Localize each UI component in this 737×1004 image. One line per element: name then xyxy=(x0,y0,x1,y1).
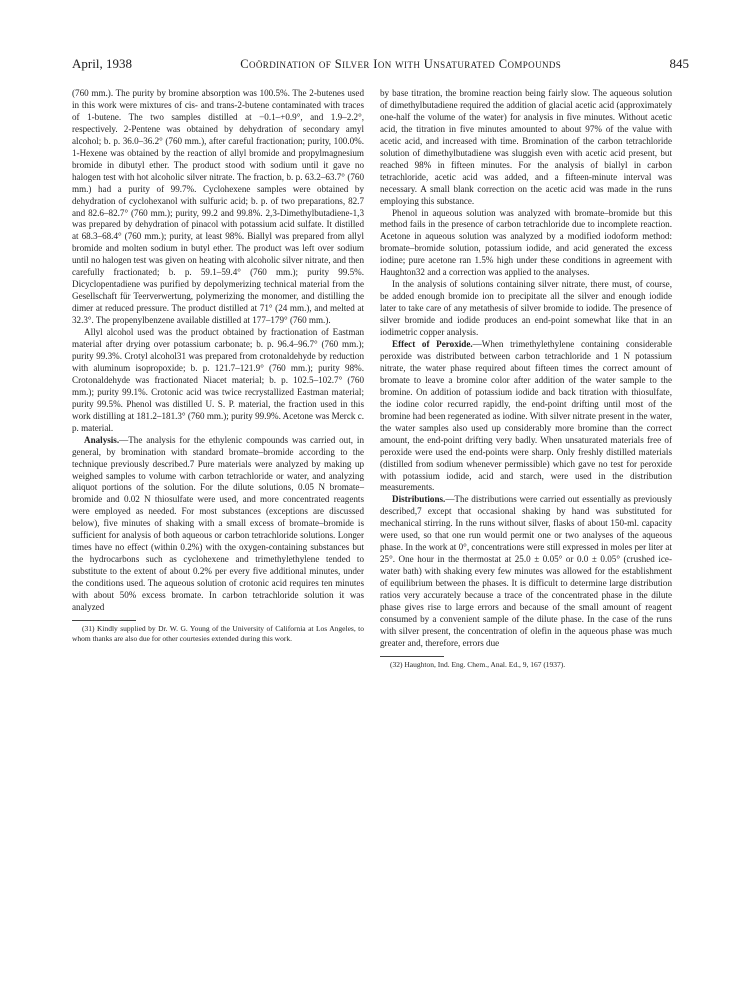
paragraph-peroxide xyxy=(380,339,672,494)
section-heading-distributions: Distributions. xyxy=(392,494,446,505)
paragraph-phenol-acetone: Phenol in aqueous solution was analyzed with bromate–bromide but this method fails in the presence of carbon tetrachloride due to incomplete reaction. Acetone in aqueous solution was analyzed by a modified iodoform method: bromate–bromide solution, potassium iodide, and acid generated the excess iodine; pure acetone ran 1.5% high under these conditions in agreement with Haughton32 and a correction was applied to the analyses. xyxy=(380,207,672,278)
paragraph-analysis-continued: by base titration, the bromine reaction being fairly slow. The aqueous solution of dimethylbutadiene required the addition of glacial acetic acid (approximately one-half the volume of the water) for analysis in five minutes. Without acetic acid, the titration in five minutes amounted to about 97% of the value with acetic acid, and increased with time. Bromination of the carbon tetrachloride solution of dimethylbutadiene was sluggish even with acetic acid present, but reached 98% in fifteen minutes. For the analysis of biallyl in carbon tetrachloride, acetic acid was added, and a fifteen-minute interval was necessary. A small blank correction on the acetic acid was made in the runs employing this substance. xyxy=(380,88,672,206)
running-head xyxy=(72,56,689,78)
left-column xyxy=(72,88,364,669)
analysis-text: —The analysis for the ethylenic compounds was carried out, in general, by bromination with standard bromate–bromide according to the technique previously described.7 Pure materials were analyzed by making up weighed samples to volume with carbon tetrachloride or water, and analyzing aliquot portions of the solution. For the dilute solutions, 0.05 N bromate–bromide and 0.02 N thiosulfate were used, and more concentrated reagents were employed as needed. For most substances (exceptions are discussed below), five minutes of shaking with a small excess of bromate–bromide is sufficient for analysis of both aqueous or carbon tetrachloride solutions. Longer times have no effect (within 0.2%) with the oxygen-containing substances but the hydrocarbons such as cyclohexene and trimethylethylene tended to substitute to the extent of about 0.2% per every five additional minutes, under the conditions used. The aqueous solution of crotonic acid requires ten minutes with about 50% excess bromate. In carbon tetrachloride solution it was analyzed xyxy=(72,434,364,612)
page-number: 845 xyxy=(669,56,689,71)
paragraph-purification-oxygenated: Allyl alcohol used was the product obtained by fractionation of Eastman material after drying over potassium carbonate; b. p. 96.4–96.7° (760 mm.); purity 99.3%. Crotyl alcohol31 was prepared from crotonaldehyde by reduction with aluminum isopropoxide; b. p. 121.7–121.9° (760 mm.); purity 98%. Crotonaldehyde was fractionated Niacet material; b. p. 102.5–102.7° (760 mm.); purity 99.1%. Crotonic acid was twice recrystallized Eastman material; purity 99.5%. Phenol was distilled U. S. P. material, the fraction used in this work distilling at 181.2–181.3° (760 mm.); purity 99.9%. Acetone was Merck c. p. material. xyxy=(72,327,364,433)
paragraph-silver-solutions: In the analysis of solutions containing silver nitrate, there must, of course, be added enough bromide ion to precipitate all the silver and enough iodide later to take care of any metathesis of silver bromide to iodide. The presence of silver bromide and iodide produces an end-point somewhat like that in an iodimetric copper analysis. xyxy=(380,279,672,338)
peroxide-text: —When trimethylethylene containing considerable peroxide was distributed between carbon tetrachloride and 1 N potassium nitrate, the water phase required about fifteen times the correct amount of bromate to leave a bromine color after addition of the water sample to the bromine. On addition of potassium iodide and back titration with thiosulfate, the iodine color recurred rapidly, the end-point drifting until most of the bromine had been regenerated as iodine. With silver nitrate present in the water, the water samples also used up considerably more bromine than the correct amount, the end-point drifting very badly. When unsaturated materials free of peroxide were used the end-points were sharp. Only freshly distilled materials (distilled from sodium whenever permissible) which gave no test for peroxide with potassium iodide, acid and starch, were used in the distribution measurements. xyxy=(380,339,673,493)
footnote-32: (32) Haughton, Ind. Eng. Chem., Anal. Ed., 9, 167 (1937). xyxy=(390,659,566,669)
footnote-rule xyxy=(380,656,444,657)
running-title: Coördination of Silver Ion with Unsaturated Compounds xyxy=(240,57,562,71)
paragraph-analysis xyxy=(72,435,364,614)
distributions-text: —The distributions were carried out essentially as previously described,7 except that occasional shaking by hand was substituted for mechanical stirring. In the runs without silver, flasks of about 150-ml. capacity were used, so that one run would permit one or two analyses of the aqueous phase. In the work at 0°, concentrations were still expressed in moles per liter at 25°. One hour in the thermostat at 25.0 ± 0.05° or 0.0 ± 0.05° (crushed ice-water bath) with shaking every few minutes was allowed for the establishment of equilibrium between the phases. It is difficult to determine large distribution ratios very accurately because a trace of the concentrated phase in the dilute phase gives rise to large errors and because of the small amount of reagent consumed by a convenient sample of the dilute phase. In the case of the runs with silver present, the concentration of olefin in the aqueous phase was much greater and, therefore, errors due xyxy=(380,494,672,648)
right-column xyxy=(380,88,672,669)
paragraph-distributions xyxy=(380,494,672,649)
text-columns xyxy=(72,88,689,669)
paragraph-purification-hydrocarbons: (760 mm.). The purity by bromine absorption was 100.5%. The 2-butenes used in this work were mixtures of cis- and trans-2-butene contaminated with traces of 1-butene. The two samples distilled at −0.1–+0.9°, and 1.9–2.2°, respectively. 2-Pentene was obtained by dehydration of secondary amyl alcohol; b. p. 36.0–36.2° (760 mm.), after careful fractionation; purity, 100.0%. 1-Hexene was obtained by the reaction of allyl bromide and propylmagnesium bromide in dibutyl ether. The product stood with sodium until it gave no halogen test with hot alcoholic silver nitrate. The fraction, b. p. 63.2–63.7° (760 mm.) had a purity of 99.7%. Cyclohexene samples were obtained by dehydration of cyclohexanol with sulfuric acid; b. p. of two preparations, 82.7 and 82.6–82.7° (760 mm.); purity, 99.2 and 99.8%. 2,3-Dimethylbutadiene-1,3 was prepared by dehydration of pinacol with potassium acid sulfate. It distilled at 68.3–68.4° (760 mm.); purity, at least 98%. Biallyl was prepared from allyl bromide and molten sodium in butyl ether. The product was left over sodium until no halogen test was given on heating with alcoholic silver nitrate, and then carefully fractionated; b. p. 59.1–59.4° (760 mm.); purity 99.5%. Dicyclopentadiene was purified by depolymerizing technical material from the Gesellschaft für Teerverwertung, polymerizing the monomer, and distilling the dimer at reduced pressure. The product distilled at 71° (24 mm.), and melted at 32.3°. The propenylbenzene available distilled at 177–179° (760 mm.). xyxy=(72,88,364,326)
section-heading-analysis: Analysis. xyxy=(84,434,120,445)
issue-date: April, 1938 xyxy=(72,56,132,71)
section-heading-peroxide: Effect of Peroxide. xyxy=(392,339,473,350)
footnote-31: (31) Kindly supplied by Dr. W. G. Young of the University of California at Los Angeles, to whom thanks are also due for other courtesies extended during this work. xyxy=(72,623,364,643)
footnote-rule xyxy=(72,620,136,621)
